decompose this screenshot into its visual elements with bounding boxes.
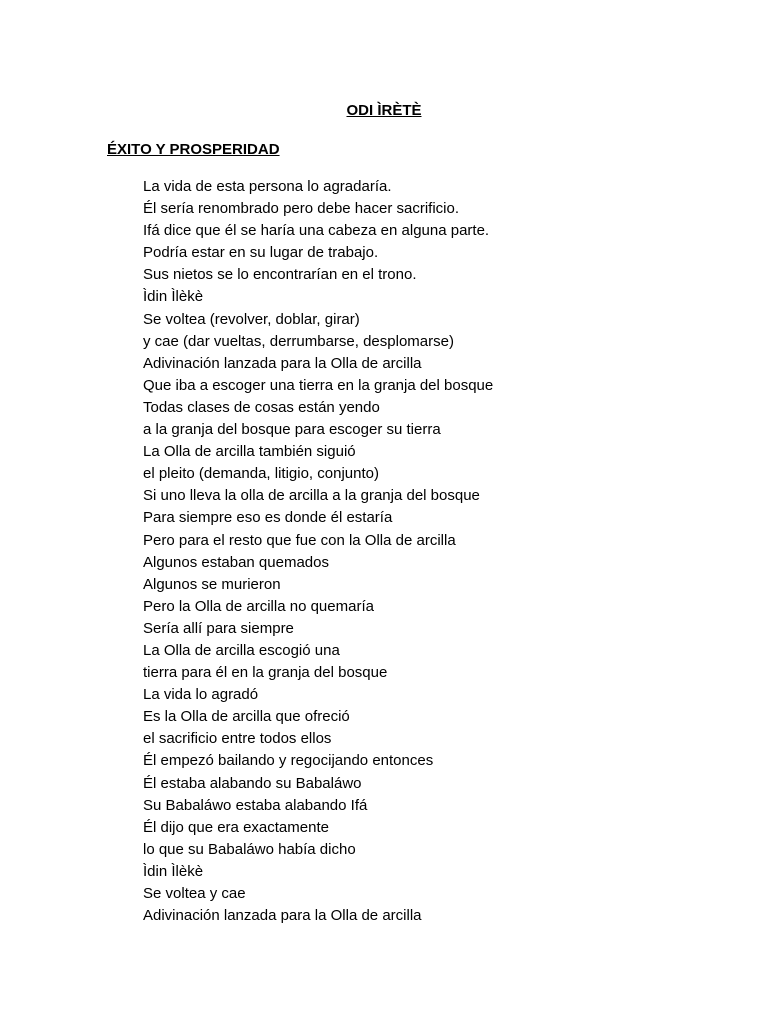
verse-line: Pero para el resto que fue con la Olla de arcilla <box>143 531 456 549</box>
verse-line: Él dijo que era exactamente <box>143 818 329 836</box>
verse-line: Todas clases de cosas están yendo <box>143 398 380 416</box>
verse-line: Sería allí para siempre <box>143 619 294 637</box>
verse-line: Si uno lleva la olla de arcilla a la granja del bosque <box>143 487 480 505</box>
verse-line: Podría estar en su lugar de trabajo. <box>143 244 379 262</box>
verse-line: Que iba a escoger una tierra en la granja del bosque <box>143 376 494 394</box>
verse-line: Ìdin Ìlèkè <box>143 288 204 306</box>
verse-line: el sacrificio entre todos ellos <box>143 730 332 748</box>
verse-line: Ìdin Ìlèkè <box>143 862 204 880</box>
verse-line: el pleito (demanda, litigio, conjunto) <box>143 465 379 483</box>
verse-line: a la granja del bosque para escoger su tierra <box>143 421 441 439</box>
verse-line: Se voltea (revolver, doblar, girar) <box>143 310 360 328</box>
verse-line: Él estaba alabando su Babaláwo <box>143 774 362 792</box>
verse-line: Su Babaláwo estaba alabando Ifá <box>143 796 368 814</box>
verse-line: Algunos estaban quemados <box>143 553 329 571</box>
verse-line: La Olla de arcilla escogió una <box>143 641 340 659</box>
verse-line: lo que su Babaláwo había dicho <box>143 840 356 858</box>
verse-text <box>143 176 493 927</box>
verse-line: Es la Olla de arcilla que ofreció <box>143 708 350 726</box>
verse-line: Ifá dice que él se haría una cabeza en alguna parte. <box>143 222 490 240</box>
verse-line: Adivinación lanzada para la Olla de arcilla <box>143 354 422 372</box>
verse-line: Para siempre eso es donde él estaría <box>143 509 393 527</box>
verse-line: Algunos se murieron <box>143 575 281 593</box>
verse-line: Pero la Olla de arcilla no quemaría <box>143 597 374 615</box>
section-heading: ÉXITO Y PROSPERIDAD <box>107 141 280 158</box>
verse-line: Sus nietos se lo encontrarían en el trono. <box>143 266 417 284</box>
verse-line: Él sería renombrado pero debe hacer sacrificio. <box>143 200 459 218</box>
verse-line: Adivinación lanzada para la Olla de arcilla <box>143 907 422 925</box>
verse-line: Él empezó bailando y regocijando entonces <box>143 752 434 770</box>
verse-line: La vida de esta persona lo agradaría. <box>143 178 392 195</box>
verse-line: La Olla de arcilla también siguió <box>143 443 356 461</box>
verse-line: La vida lo agradó <box>143 686 259 704</box>
verse-line: y cae (dar vueltas, derrumbarse, desplomarse) <box>143 332 454 350</box>
verse-line: Se voltea y cae <box>143 885 246 902</box>
document-title: ODI ÌRÈTÈ <box>346 102 422 119</box>
verse-line: tierra para él en la granja del bosque <box>143 664 388 682</box>
